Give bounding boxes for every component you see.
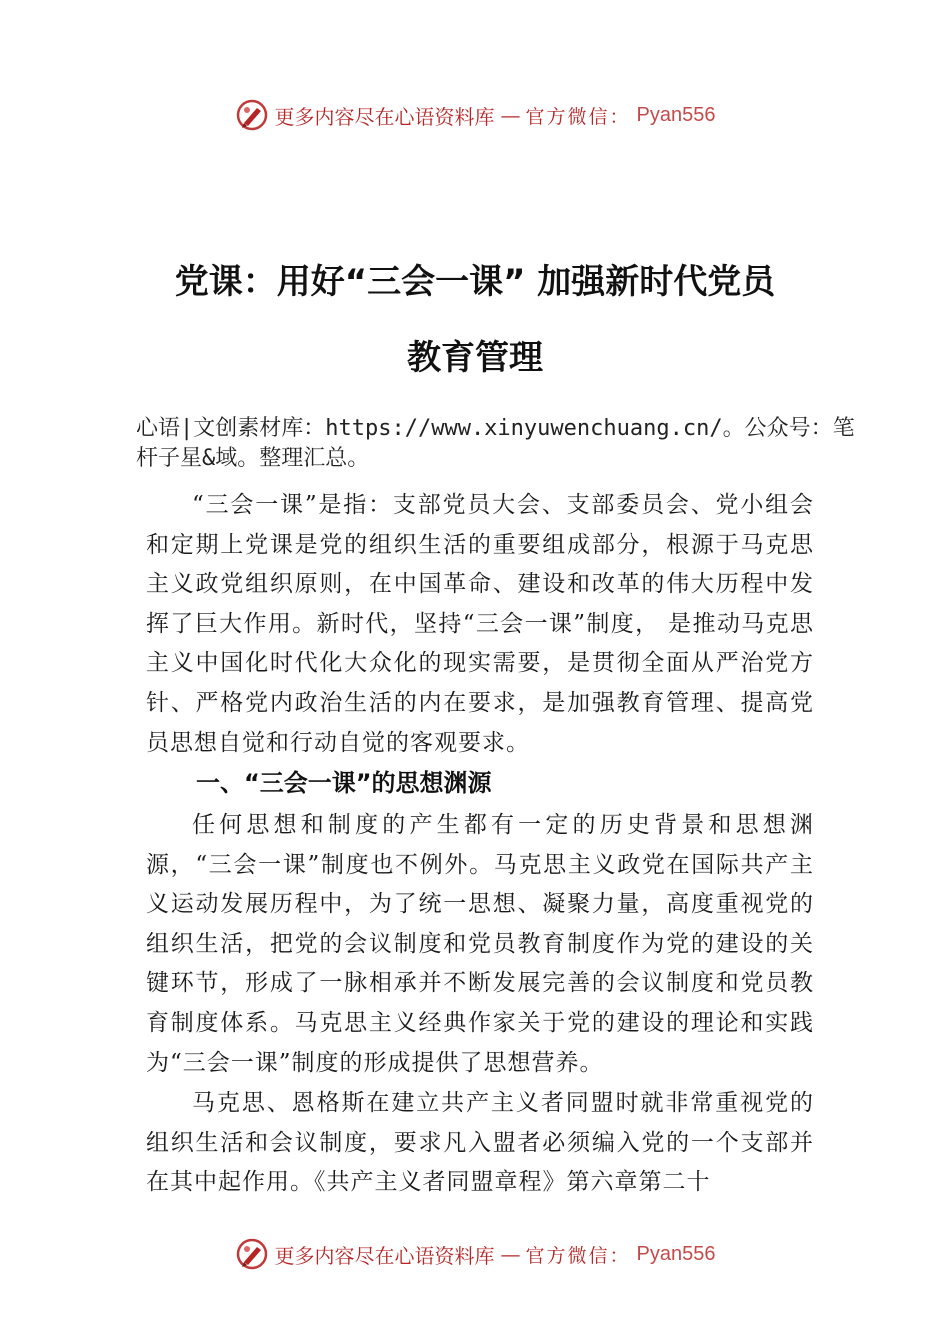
banner-text: 更多内容尽在心语资料库 [274, 1243, 495, 1268]
paragraph-marx-engels: 马克思、恩格斯在建立共产主义者同盟时就非常重视党的组织生活和会议制度，要求凡入盟者必须编入党的一个支部并在其中起作用。《共产主义者同盟章程》第六章第二十 [146, 1090, 814, 1196]
paragraph-intro: “三会一课”是指：支部党员大会、支部委员会、党小组会和定期上党课是党的组织生活的重要组成部分，根源于马克思主义政党组织原则，在中国革命、建设和改革的伟大历程中发挥了巨大作用。新时代，坚持“三会一课”制度， 是推动马克思主义中国化时代化大众化的现实需要，是贯彻全面从严治党方针、严格党内政治生活的内在要求，是加强教育管理、提高党员思想自觉和行动自觉的客观要求。 [146, 492, 814, 756]
document-title-line-2: 教育管理 [407, 338, 543, 378]
paragraph-origins: 任何思想和制度的产生都有一定的历史背景和思想渊源，“三会一课”制度也不例外。马克思主义政党在国际共产主义运动发展历程中，为了统一思想、凝聚力量，高度重视党的组织生活，把党的会议制度和党员教育制度作为党的建设的关键环节，形成了一脉相承并不断发展完善的会议制度和党员教育制度体系。马克思主义经典作家关于党的建设的理论和实践为“三会一课”制度的形成提供了思想营养。 [146, 812, 814, 1076]
pen-logo-icon [235, 98, 269, 132]
source-note: 心语|文创素材库：https://www.xinyuwenchuang.cn/。公众号：笔杆子星&域。整理汇总。 [136, 416, 855, 471]
banner-wechat-id: Pyan556 [636, 1242, 716, 1265]
banner-wechat-label: 官方微信： [525, 1244, 631, 1267]
pen-logo-icon [235, 1237, 269, 1271]
banner-wechat-label: 官方微信： [525, 105, 631, 128]
banner-wechat-id: Pyan556 [636, 103, 716, 126]
document-title-line-1: 党课：用好“三会一课” 加强新时代党员 [174, 262, 776, 302]
footer-watermark-banner [0, 1232, 950, 1276]
banner-separator: — [500, 1242, 520, 1266]
banner-separator: — [500, 103, 520, 127]
header-watermark-banner [0, 93, 950, 137]
section-heading: 一、“三会一课”的思想渊源 [196, 769, 492, 797]
banner-text: 更多内容尽在心语资料库 [274, 104, 495, 129]
